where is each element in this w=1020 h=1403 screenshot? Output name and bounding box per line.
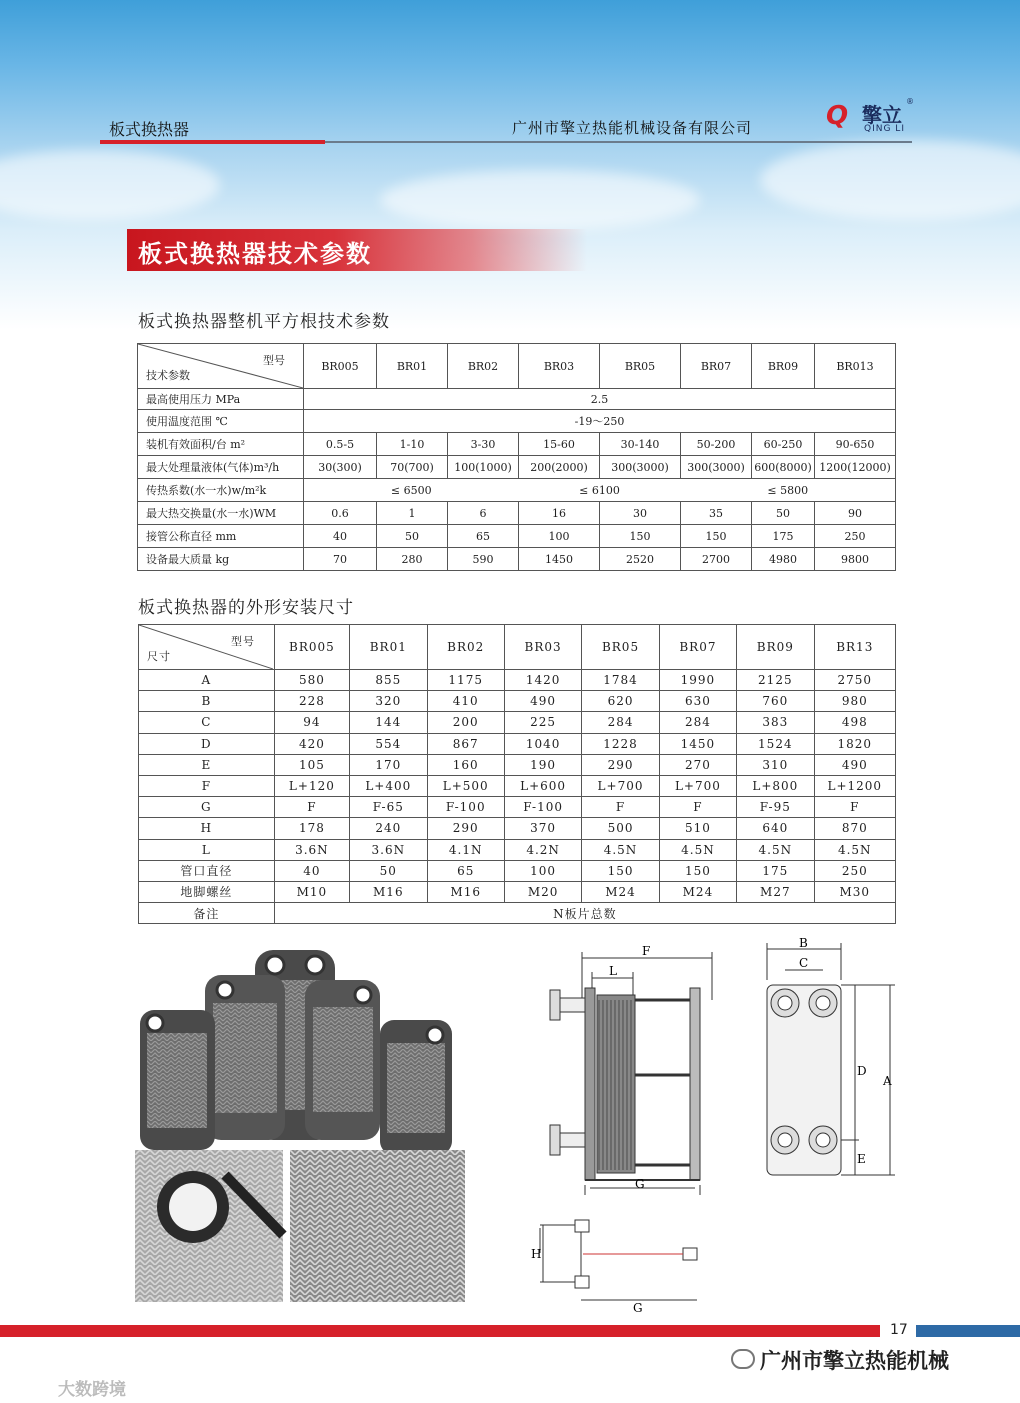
cell-value: 40 xyxy=(304,525,377,548)
cell-value: 200 xyxy=(427,712,504,733)
cell-value: 170 xyxy=(350,754,427,775)
front-view-drawing xyxy=(755,935,905,1185)
model-header: BR09 xyxy=(737,625,814,670)
row-label: C xyxy=(139,712,275,733)
cloud xyxy=(380,170,700,230)
cell-value: 30 xyxy=(600,502,681,525)
model-header: BR013 xyxy=(815,344,896,389)
model-header: BR005 xyxy=(274,625,349,670)
cell-value: 9800 xyxy=(815,548,896,571)
row-label: 使用温度范围 ℃ xyxy=(138,410,304,433)
cell-value: 100(1000) xyxy=(448,456,519,479)
model-header: BR05 xyxy=(582,625,659,670)
row-label: L xyxy=(139,839,275,860)
table-row xyxy=(139,733,896,754)
group-value: ≤ 6500 xyxy=(304,479,519,502)
technical-parameters-table xyxy=(137,343,896,571)
model-header: BR07 xyxy=(659,625,736,670)
cell-value: 178 xyxy=(274,818,349,839)
cell-value: L+800 xyxy=(737,775,814,796)
table-row xyxy=(139,691,896,712)
corner-bottom-label: 技术参数 xyxy=(146,369,190,382)
cell-value: 15-60 xyxy=(519,433,600,456)
table-row xyxy=(139,818,896,839)
cell-value: 1200(12000) xyxy=(815,456,896,479)
row-label: H xyxy=(139,818,275,839)
table-row xyxy=(139,860,896,881)
cell-value: M10 xyxy=(274,881,349,902)
cell-value: 100 xyxy=(519,525,600,548)
cell-value: 580 xyxy=(274,670,349,691)
cell-value: 1175 xyxy=(427,670,504,691)
cell-value: 60-250 xyxy=(752,433,815,456)
footer-bar-red xyxy=(0,1325,880,1337)
cell-value: 370 xyxy=(504,818,581,839)
label-B: B xyxy=(799,936,808,950)
cell-value: 100 xyxy=(504,860,581,881)
model-header: BR07 xyxy=(681,344,752,389)
row-label: 最大处理量液体(气体)m³/h xyxy=(138,456,304,479)
model-header: BR03 xyxy=(519,344,600,389)
cell-value: L+500 xyxy=(427,775,504,796)
cell-value: 1990 xyxy=(659,670,736,691)
cell-value: F xyxy=(814,797,895,818)
cell-value: 4.5N xyxy=(737,839,814,860)
cell-value: 175 xyxy=(752,525,815,548)
cell-value: 150 xyxy=(600,525,681,548)
cell-value: 500 xyxy=(582,818,659,839)
plate-closeup-photo xyxy=(135,1150,283,1302)
cell-value: F-100 xyxy=(504,797,581,818)
cell-value: 228 xyxy=(274,691,349,712)
row-label: 最高使用压力 MPa xyxy=(138,389,304,410)
table-row xyxy=(139,670,896,691)
watermark-company: 广州市擎立热能机械 xyxy=(760,1349,949,1373)
cell-value: 270 xyxy=(659,754,736,775)
installation-dimensions-table xyxy=(138,624,896,924)
model-header: BR005 xyxy=(304,344,377,389)
cell-value: 4.5N xyxy=(659,839,736,860)
plate-photos xyxy=(135,945,465,1305)
cell-value: 105 xyxy=(274,754,349,775)
cell-value: 2125 xyxy=(737,670,814,691)
row-label: G xyxy=(139,797,275,818)
table2-title: 板式换热器的外形安装尺寸 xyxy=(138,598,354,618)
cell-value: 4.5N xyxy=(582,839,659,860)
cell-value: 150 xyxy=(582,860,659,881)
cell-value: 65 xyxy=(427,860,504,881)
label-D: D xyxy=(857,1064,867,1078)
table-row xyxy=(139,881,896,902)
table-corner-header xyxy=(138,344,304,389)
cell-value: L+1200 xyxy=(814,775,895,796)
group-value: ≤ 6100 xyxy=(519,479,681,502)
row-label: 传热系数(水一水)w/m²k xyxy=(138,479,304,502)
cell-value: 640 xyxy=(737,818,814,839)
cell-value: 1820 xyxy=(814,733,895,754)
cell-value: 490 xyxy=(814,754,895,775)
merged-value: -19～250 xyxy=(304,410,896,433)
cell-value: 498 xyxy=(814,712,895,733)
watermark-source: 大数跨境 xyxy=(58,1380,126,1400)
cell-value: 510 xyxy=(659,818,736,839)
cell-value: 300(3000) xyxy=(600,456,681,479)
cell-value: 630 xyxy=(659,691,736,712)
cell-value: 70 xyxy=(304,548,377,571)
cell-value: 50-200 xyxy=(681,433,752,456)
cell-value: 1228 xyxy=(582,733,659,754)
header-company-name: 广州市擎立热能机械设备有限公司 xyxy=(512,119,753,137)
label-G-base: G xyxy=(633,1301,643,1315)
cell-value: 3-30 xyxy=(448,433,519,456)
cell-value: 300(3000) xyxy=(681,456,752,479)
table-header-row xyxy=(139,625,896,670)
cell-value: 855 xyxy=(350,670,427,691)
cell-value: 620 xyxy=(582,691,659,712)
cell-value: 90 xyxy=(815,502,896,525)
cell-value: 90-650 xyxy=(815,433,896,456)
cell-value: 144 xyxy=(350,712,427,733)
logo-english: QING LI xyxy=(864,124,905,134)
cell-value: 4.1N xyxy=(427,839,504,860)
company-logo xyxy=(826,99,916,139)
cell-value: 600(8000) xyxy=(752,456,815,479)
header-section-label: 板式换热器 xyxy=(109,120,190,139)
cell-value: 420 xyxy=(274,733,349,754)
header-divider-red xyxy=(100,140,325,144)
cell-value: 870 xyxy=(814,818,895,839)
cell-value: 280 xyxy=(377,548,448,571)
cell-value: 1450 xyxy=(519,548,600,571)
model-header: BR03 xyxy=(504,625,581,670)
row-label: 备注 xyxy=(139,903,275,924)
cell-value: 200(2000) xyxy=(519,456,600,479)
row-label: 地脚螺丝 xyxy=(139,881,275,902)
cell-value: 590 xyxy=(448,548,519,571)
corner-bottom-label: 尺寸 xyxy=(147,650,171,663)
cell-value: 6 xyxy=(448,502,519,525)
cell-value: L+120 xyxy=(274,775,349,796)
cell-value: 2520 xyxy=(600,548,681,571)
label-L: L xyxy=(609,964,617,978)
cell-value: 160 xyxy=(427,754,504,775)
cell-value: 3.6N xyxy=(350,839,427,860)
label-C: C xyxy=(799,956,809,970)
label-G: G xyxy=(635,1177,645,1191)
cell-value: 284 xyxy=(582,712,659,733)
cell-value: 4.5N xyxy=(814,839,895,860)
cell-value: 225 xyxy=(504,712,581,733)
merged-value: 2.5 xyxy=(304,389,896,410)
cell-value: 35 xyxy=(681,502,752,525)
footer-bar-blue xyxy=(916,1325,1020,1337)
cell-value: M20 xyxy=(504,881,581,902)
cell-value: L+700 xyxy=(582,775,659,796)
cell-value: 867 xyxy=(427,733,504,754)
table-row xyxy=(138,389,896,410)
cell-value: 554 xyxy=(350,733,427,754)
label-A: A xyxy=(883,1074,892,1088)
cell-value: 490 xyxy=(504,691,581,712)
cell-value: 0.5-5 xyxy=(304,433,377,456)
cell-value: M27 xyxy=(737,881,814,902)
cell-value: 1-10 xyxy=(377,433,448,456)
model-header: BR09 xyxy=(752,344,815,389)
cell-value: 310 xyxy=(737,754,814,775)
table-row xyxy=(139,754,896,775)
cell-value: 190 xyxy=(504,754,581,775)
cell-value: 175 xyxy=(737,860,814,881)
cell-value: 4.2N xyxy=(504,839,581,860)
model-header: BR02 xyxy=(448,344,519,389)
cell-value: M16 xyxy=(427,881,504,902)
cell-value: L+600 xyxy=(504,775,581,796)
row-label: 接管公称直径 mm xyxy=(138,525,304,548)
cell-value: 980 xyxy=(814,691,895,712)
table-header-row xyxy=(138,344,896,389)
cell-value: 290 xyxy=(427,818,504,839)
cell-value: 70(700) xyxy=(377,456,448,479)
cell-value: 1784 xyxy=(582,670,659,691)
cell-value: 16 xyxy=(519,502,600,525)
model-header: BR01 xyxy=(377,344,448,389)
cell-value: 40 xyxy=(274,860,349,881)
table-row xyxy=(138,410,896,433)
table-row xyxy=(138,548,896,571)
cell-value: 284 xyxy=(659,712,736,733)
table-row xyxy=(138,479,896,502)
table-row xyxy=(139,797,896,818)
table-row xyxy=(138,525,896,548)
cell-value: 65 xyxy=(448,525,519,548)
header-divider-grey xyxy=(325,141,912,143)
cell-value: 1524 xyxy=(737,733,814,754)
cell-value: 50 xyxy=(350,860,427,881)
table-row xyxy=(139,775,896,796)
page-title: 板式换热器技术参数 xyxy=(138,240,372,268)
table-row xyxy=(138,502,896,525)
group-value: ≤ 5800 xyxy=(681,479,896,502)
side-view-drawing xyxy=(525,940,735,1320)
table-row xyxy=(139,712,896,733)
cell-value: L+400 xyxy=(350,775,427,796)
label-H: H xyxy=(531,1247,542,1261)
row-label: 设备最大质量 kg xyxy=(138,548,304,571)
cell-value: 50 xyxy=(377,525,448,548)
table1-title: 板式换热器整机平方根技术参数 xyxy=(138,312,390,332)
cell-value: 250 xyxy=(815,525,896,548)
row-label: 管口直径 xyxy=(139,860,275,881)
row-label: E xyxy=(139,754,275,775)
model-header: BR13 xyxy=(814,625,895,670)
merged-value: N板片总数 xyxy=(274,903,895,924)
row-label: 最大热交换量(水一水)WM xyxy=(138,502,304,525)
cell-value: 3.6N xyxy=(274,839,349,860)
cell-value: 4980 xyxy=(752,548,815,571)
logo-registered: ® xyxy=(906,97,914,106)
wechat-icon xyxy=(731,1349,755,1369)
cell-value: 250 xyxy=(814,860,895,881)
logo-mark-icon: Q xyxy=(826,101,849,131)
row-label: F xyxy=(139,775,275,796)
cell-value: F xyxy=(582,797,659,818)
page-number: 17 xyxy=(890,1322,908,1338)
model-header: BR05 xyxy=(600,344,681,389)
cell-value: 2700 xyxy=(681,548,752,571)
corner-top-label: 型号 xyxy=(263,354,285,367)
cell-value: 240 xyxy=(350,818,427,839)
cell-value: 94 xyxy=(274,712,349,733)
cell-value: 1420 xyxy=(504,670,581,691)
plate-stack-photo xyxy=(140,950,452,1155)
label-F: F xyxy=(642,944,651,958)
logo-chinese: 擎立 xyxy=(862,103,902,127)
row-label: B xyxy=(139,691,275,712)
table-row xyxy=(138,456,896,479)
row-label: A xyxy=(139,670,275,691)
cell-value: 30(300) xyxy=(304,456,377,479)
cell-value: 150 xyxy=(659,860,736,881)
cell-value: F xyxy=(659,797,736,818)
cell-value: 1450 xyxy=(659,733,736,754)
cell-value: 383 xyxy=(737,712,814,733)
cell-value: 1 xyxy=(377,502,448,525)
table-corner-header xyxy=(139,625,275,670)
cell-value: 290 xyxy=(582,754,659,775)
cell-value: F-95 xyxy=(737,797,814,818)
cell-value: M24 xyxy=(582,881,659,902)
cell-value: L+700 xyxy=(659,775,736,796)
cell-value: F xyxy=(274,797,349,818)
model-header: BR01 xyxy=(350,625,427,670)
model-header: BR02 xyxy=(427,625,504,670)
cell-value: 1040 xyxy=(504,733,581,754)
cell-value: 320 xyxy=(350,691,427,712)
cell-value: 150 xyxy=(681,525,752,548)
cell-value: 2750 xyxy=(814,670,895,691)
plate-pattern-photo xyxy=(290,1150,465,1302)
corner-top-label: 型号 xyxy=(231,635,255,648)
table-row xyxy=(139,839,896,860)
cell-value: F-65 xyxy=(350,797,427,818)
page-title-banner xyxy=(127,229,587,271)
cell-value: 50 xyxy=(752,502,815,525)
cell-value: 30-140 xyxy=(600,433,681,456)
cell-value: M16 xyxy=(350,881,427,902)
cell-value: 760 xyxy=(737,691,814,712)
cell-value: 0.6 xyxy=(304,502,377,525)
cell-value: 410 xyxy=(427,691,504,712)
label-E: E xyxy=(857,1152,866,1166)
table-row xyxy=(138,433,896,456)
cell-value: M24 xyxy=(659,881,736,902)
row-label: D xyxy=(139,733,275,754)
cell-value: F-100 xyxy=(427,797,504,818)
row-label: 装机有效面积/台 m² xyxy=(138,433,304,456)
table-row xyxy=(139,903,896,924)
cell-value: M30 xyxy=(814,881,895,902)
